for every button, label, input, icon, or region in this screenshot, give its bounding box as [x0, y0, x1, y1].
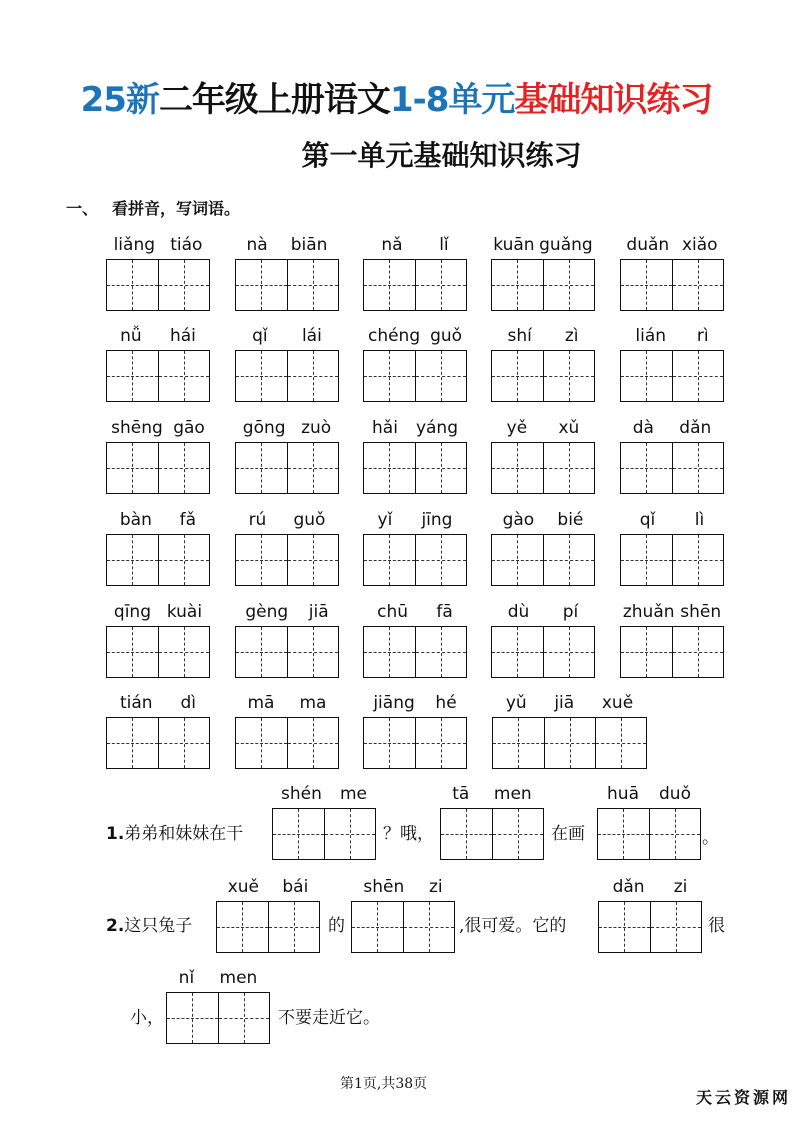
watermark: 天云资源网: [696, 1088, 792, 1107]
pinyin-label: nà biān: [246, 235, 328, 255]
tianzi-grid[interactable]: [491, 350, 595, 402]
pinyin-label: lián rì: [635, 326, 709, 346]
pinyin-label: dù pí: [507, 602, 579, 622]
tianzi-grid[interactable]: [235, 350, 339, 402]
tianzi-grid[interactable]: [363, 350, 467, 402]
word-box[interactable]: [363, 326, 467, 402]
title-part-grade: 二年级上册语文: [158, 80, 390, 120]
word-box[interactable]: [235, 235, 339, 311]
word-box[interactable]: [620, 510, 724, 586]
word-box[interactable]: [363, 235, 467, 311]
tianzi-grid[interactable]: [363, 534, 467, 586]
tianzi-grid[interactable]: [235, 259, 339, 311]
sentence-1-end: 。: [702, 828, 719, 848]
pinyin-label: kuān guǎng: [493, 235, 593, 255]
tianzi-grid[interactable]: [440, 808, 544, 860]
pinyin-label: hǎi yáng: [372, 418, 458, 438]
pinyin-label: nǐ men: [178, 968, 258, 988]
title-part-year: 25新: [80, 80, 159, 120]
word-box[interactable]: [106, 326, 210, 402]
tianzi-grid[interactable]: [491, 626, 595, 678]
pinyin-label: liǎng tiáo: [113, 235, 203, 255]
word-box[interactable]: [491, 602, 595, 678]
sentence-2-start: 2.这只兔子: [106, 916, 193, 936]
pinyin-label: mā ma: [247, 693, 327, 713]
word-box-three[interactable]: [492, 693, 647, 769]
pinyin-label: zhuǎn shēn: [622, 602, 722, 622]
tianzi-grid[interactable]: [620, 259, 724, 311]
title-part-topic: 基础知识练习: [514, 80, 713, 120]
tianzi-grid[interactable]: [363, 717, 467, 769]
pinyin-label: duǎn xiǎo: [626, 235, 718, 255]
tianzi-grid[interactable]: [166, 992, 270, 1044]
tianzi-grid[interactable]: [106, 534, 210, 586]
word-box[interactable]: [235, 510, 339, 586]
tianzi-grid[interactable]: [620, 442, 724, 494]
pinyin-label: yǔ jiā xuě: [505, 693, 634, 713]
tianzi-grid[interactable]: [597, 808, 701, 860]
pinyin-label: yě xǔ: [506, 418, 580, 438]
word-box[interactable]: [620, 235, 724, 311]
word-box[interactable]: [491, 235, 595, 311]
pinyin-label: yǐ jīng: [377, 510, 453, 530]
pinyin-label: gào bié: [502, 510, 584, 530]
tianzi-grid[interactable]: [363, 259, 467, 311]
sentence-2-line2-start: 小，: [130, 1008, 164, 1028]
sentence-2-end: 很: [708, 916, 725, 936]
tianzi-grid[interactable]: [106, 442, 210, 494]
sentence-2-mid-1: 的: [328, 916, 345, 936]
section-instruction: 看拼音，写词语。: [112, 199, 241, 218]
pinyin-label: chū fā: [377, 602, 453, 622]
word-box[interactable]: [235, 602, 339, 678]
sentence-2-blank-4[interactable]: [166, 968, 270, 1044]
pinyin-label: qǐ lì: [639, 510, 705, 530]
section-number: 一、: [66, 199, 99, 218]
pinyin-label: shēng gāo: [111, 418, 205, 438]
word-box[interactable]: [620, 326, 724, 402]
pinyin-label: shēn zi: [363, 877, 443, 897]
word-box[interactable]: [235, 418, 339, 494]
word-box[interactable]: [363, 418, 467, 494]
word-box[interactable]: [620, 602, 724, 678]
word-box[interactable]: [491, 418, 595, 494]
sentence-2-mid-2: ,很可爱。它的: [459, 916, 567, 936]
title-part-units: 1-8单元: [389, 80, 515, 120]
pinyin-label: bàn fǎ: [119, 510, 197, 530]
tianzi-grid[interactable]: [620, 350, 724, 402]
pinyin-label: dǎn zi: [612, 877, 688, 897]
pinyin-label: tā men: [452, 784, 532, 804]
sentence-1-mid-1: ？哦，: [383, 824, 434, 844]
tianzi-grid[interactable]: [106, 626, 210, 678]
sentence-2-blank-1[interactable]: [216, 877, 320, 953]
sentence-1-blank-2[interactable]: [440, 784, 544, 860]
sentence-1-start: 1.弟弟和妹妹在干: [106, 824, 244, 844]
tianzi-grid[interactable]: [106, 259, 210, 311]
word-box[interactable]: [235, 693, 339, 769]
tianzi-grid[interactable]: [363, 626, 467, 678]
word-box[interactable]: [106, 418, 210, 494]
pinyin-label: shén me: [281, 784, 367, 804]
word-box[interactable]: [363, 602, 467, 678]
tianzi-grid[interactable]: [106, 350, 210, 402]
tianzi-grid[interactable]: [106, 717, 210, 769]
sentence-2-blank-2[interactable]: [351, 877, 455, 953]
word-box[interactable]: [363, 510, 467, 586]
word-box[interactable]: [235, 326, 339, 402]
word-box[interactable]: [106, 602, 210, 678]
sentence-2-line2-end: 不要走近它。: [278, 1008, 380, 1028]
pinyin-label: huā duǒ: [607, 784, 691, 804]
pinyin-label: tián dì: [119, 693, 197, 713]
document-title: [0, 78, 793, 122]
pinyin-label: nǚ hái: [120, 326, 196, 346]
section-heading: [66, 197, 240, 221]
pinyin-label: rú guǒ: [248, 510, 326, 530]
word-box[interactable]: [106, 693, 210, 769]
sentence-2-blank-3[interactable]: [598, 877, 702, 953]
sentence-1-blank-1[interactable]: [272, 784, 376, 860]
unit-subtitle: 第一单元基础知识练习: [301, 139, 582, 172]
tianzi-grid[interactable]: [235, 626, 339, 678]
pinyin-label: chéng guǒ: [367, 326, 463, 346]
page-number: 第1页,共38页: [340, 1076, 428, 1092]
sentence-1-blank-3[interactable]: [597, 784, 701, 860]
tianzi-grid[interactable]: [620, 626, 724, 678]
pinyin-label: nǎ lǐ: [381, 235, 449, 255]
word-box[interactable]: [491, 326, 595, 402]
pinyin-label: gèng jiā: [245, 602, 329, 622]
word-box[interactable]: [106, 510, 210, 586]
tianzi-grid[interactable]: [491, 259, 595, 311]
tianzi-grid[interactable]: [491, 442, 595, 494]
tianzi-grid[interactable]: [351, 901, 455, 953]
tianzi-grid[interactable]: [235, 717, 339, 769]
tianzi-grid[interactable]: [216, 901, 320, 953]
tianzi-grid[interactable]: [491, 534, 595, 586]
pinyin-label: qīng kuài: [113, 602, 203, 622]
tianzi-grid[interactable]: [235, 534, 339, 586]
tianzi-grid[interactable]: [620, 534, 724, 586]
pinyin-label: jiāng hé: [373, 693, 457, 713]
word-box[interactable]: [620, 418, 724, 494]
pinyin-label: shí zì: [507, 326, 579, 346]
tianzi-grid[interactable]: [598, 901, 702, 953]
sentence-1-mid-2: 在画: [551, 824, 585, 844]
tianzi-grid[interactable]: [272, 808, 376, 860]
tianzi-grid[interactable]: [492, 717, 647, 769]
pinyin-label: xuě bái: [227, 877, 309, 897]
tianzi-grid[interactable]: [235, 442, 339, 494]
word-box[interactable]: [491, 510, 595, 586]
word-box[interactable]: [106, 235, 210, 311]
pinyin-label: gōng zuò: [242, 418, 332, 438]
tianzi-grid[interactable]: [363, 442, 467, 494]
word-box[interactable]: [363, 693, 467, 769]
pinyin-label: qǐ lái: [252, 326, 322, 346]
pinyin-label: dà dǎn: [632, 418, 712, 438]
